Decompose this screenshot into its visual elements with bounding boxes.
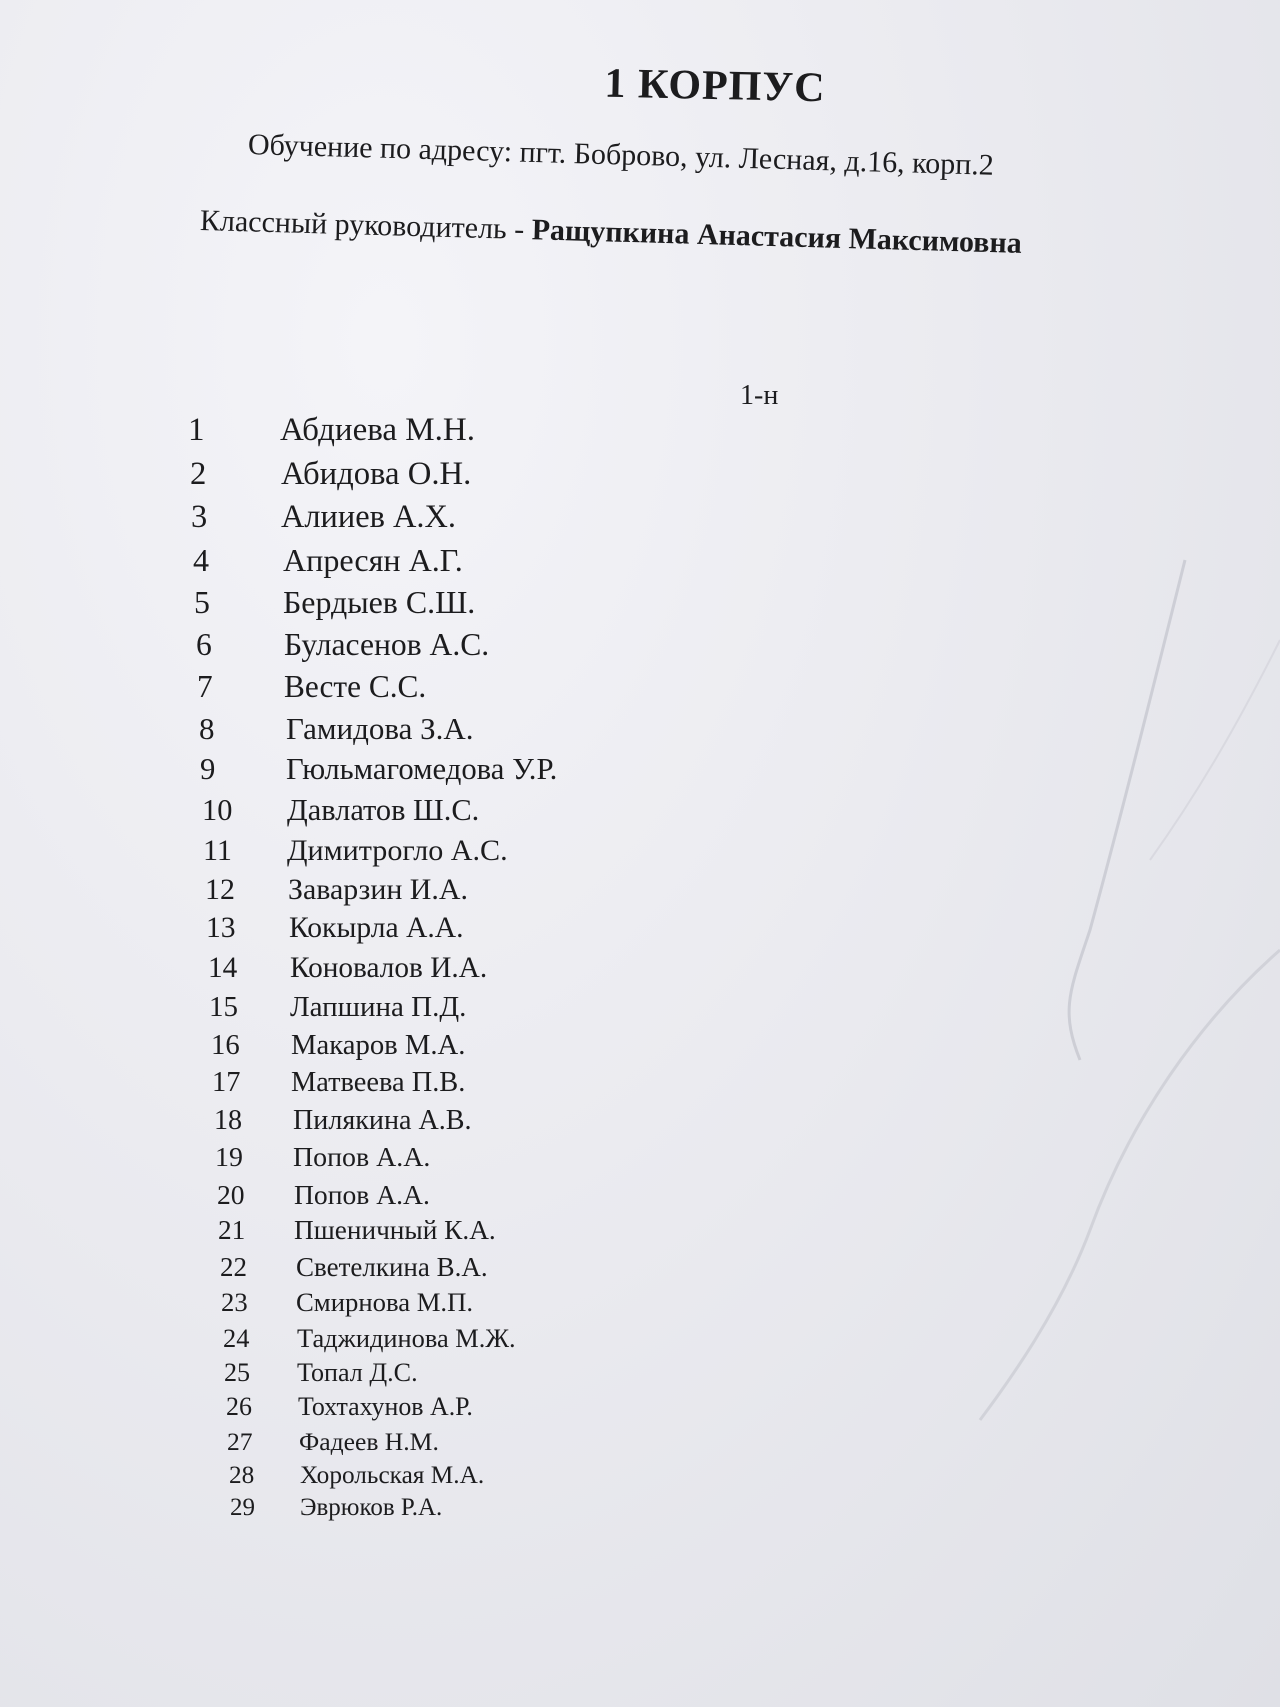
document-title: 1 КОРПУС <box>604 60 826 112</box>
student-name: Весте С.С. <box>284 669 427 704</box>
student-name: Апресян А.Г. <box>283 542 463 578</box>
list-item <box>215 1142 430 1174</box>
list-item <box>206 912 464 945</box>
row-number: 7 <box>197 669 213 704</box>
list-item <box>188 412 475 449</box>
student-name: Матвеева П.В. <box>291 1067 466 1098</box>
student-name: Абдиева М.Н. <box>280 412 475 448</box>
student-name: Бердыев С.Ш. <box>283 585 476 620</box>
teacher-line <box>200 204 1023 261</box>
student-name: Пшеничный К.А. <box>294 1215 496 1245</box>
student-name: Лапшина П.Д. <box>290 991 467 1023</box>
student-name: Смирнова М.П. <box>296 1287 474 1317</box>
list-item <box>191 499 456 536</box>
row-number: 23 <box>221 1287 248 1317</box>
student-name: Буласенов А.С. <box>284 627 490 662</box>
student-name: Димитрогло А.С. <box>287 833 508 867</box>
row-number: 11 <box>203 833 232 867</box>
row-number: 14 <box>208 952 238 984</box>
row-number: 5 <box>194 585 210 620</box>
row-number: 16 <box>211 1029 240 1061</box>
student-name: Гамидова З.А. <box>286 711 474 746</box>
row-number: 19 <box>215 1142 243 1173</box>
teacher-prefix: Классный руководитель - <box>199 204 533 247</box>
student-name: Пилякина А.В. <box>293 1105 472 1136</box>
row-number: 28 <box>229 1461 255 1489</box>
list-item <box>221 1287 473 1318</box>
list-item <box>230 1494 442 1522</box>
row-number: 2 <box>190 456 207 492</box>
address-line: Обучение по адресу: пгт. Боброво, ул. Лесная, д.16, корп.2 <box>247 128 995 182</box>
student-name: Алииев А.Х. <box>281 499 456 535</box>
list-item <box>217 1179 430 1211</box>
row-number: 10 <box>202 793 233 827</box>
student-name: Эврюков Р.А. <box>300 1494 443 1521</box>
row-number: 6 <box>196 627 212 662</box>
student-name: Тохтахунов А.Р. <box>298 1392 473 1421</box>
row-number: 12 <box>205 873 235 906</box>
list-item <box>223 1323 516 1354</box>
row-number: 13 <box>206 912 236 944</box>
list-item <box>197 669 426 705</box>
row-number: 20 <box>217 1179 245 1210</box>
list-item <box>196 627 489 663</box>
list-item <box>193 542 463 579</box>
student-name: Абидова О.Н. <box>281 456 472 492</box>
row-number: 21 <box>218 1215 246 1245</box>
student-name: Хорольская М.А. <box>300 1461 485 1489</box>
student-name: Кокырла А.А. <box>289 912 464 944</box>
student-name: Светелкина В.А. <box>296 1252 488 1282</box>
list-item <box>226 1392 473 1422</box>
list-item <box>212 1067 465 1099</box>
list-item <box>229 1461 484 1490</box>
student-name: Попов А.А. <box>293 1142 431 1173</box>
list-item <box>214 1105 472 1137</box>
row-number: 3 <box>191 499 208 535</box>
student-name: Фадеев Н.М. <box>299 1427 439 1456</box>
list-item <box>209 991 466 1024</box>
list-item <box>218 1215 496 1246</box>
row-number: 25 <box>224 1358 251 1387</box>
list-item <box>190 456 471 493</box>
list-item <box>199 711 474 747</box>
student-name: Макаров М.А. <box>291 1029 466 1061</box>
row-number: 26 <box>226 1392 252 1421</box>
list-item <box>203 833 508 868</box>
row-number: 17 <box>212 1067 241 1098</box>
teacher-name: Ращупкина Анастасия Максимовна <box>531 213 1023 260</box>
student-name: Коновалов И.А. <box>290 952 488 984</box>
row-number: 29 <box>230 1494 255 1521</box>
student-name: Гюльмагомедова У.Р. <box>286 752 558 786</box>
student-name: Давлатов Ш.С. <box>287 793 480 827</box>
row-number: 9 <box>200 752 216 786</box>
student-name: Попов А.А. <box>294 1179 430 1210</box>
row-number: 18 <box>214 1105 243 1136</box>
row-number: 1 <box>188 412 205 448</box>
list-item <box>200 752 557 787</box>
list-item <box>220 1252 488 1283</box>
list-item <box>202 793 479 828</box>
row-number: 4 <box>193 542 210 578</box>
list-item <box>194 585 475 621</box>
row-number: 15 <box>209 991 238 1023</box>
row-number: 22 <box>220 1252 247 1282</box>
class-label: 1-н <box>740 380 779 411</box>
student-name: Таджидинова М.Ж. <box>297 1323 516 1353</box>
student-name: Топал Д.С. <box>297 1358 418 1387</box>
list-item <box>227 1427 439 1457</box>
list-item <box>205 873 468 907</box>
row-number: 8 <box>199 711 215 746</box>
list-item <box>208 952 487 985</box>
student-name: Заварзин И.А. <box>288 873 468 906</box>
row-number: 27 <box>227 1427 253 1456</box>
row-number: 24 <box>223 1323 250 1353</box>
list-item <box>211 1029 465 1062</box>
list-item <box>224 1358 418 1388</box>
